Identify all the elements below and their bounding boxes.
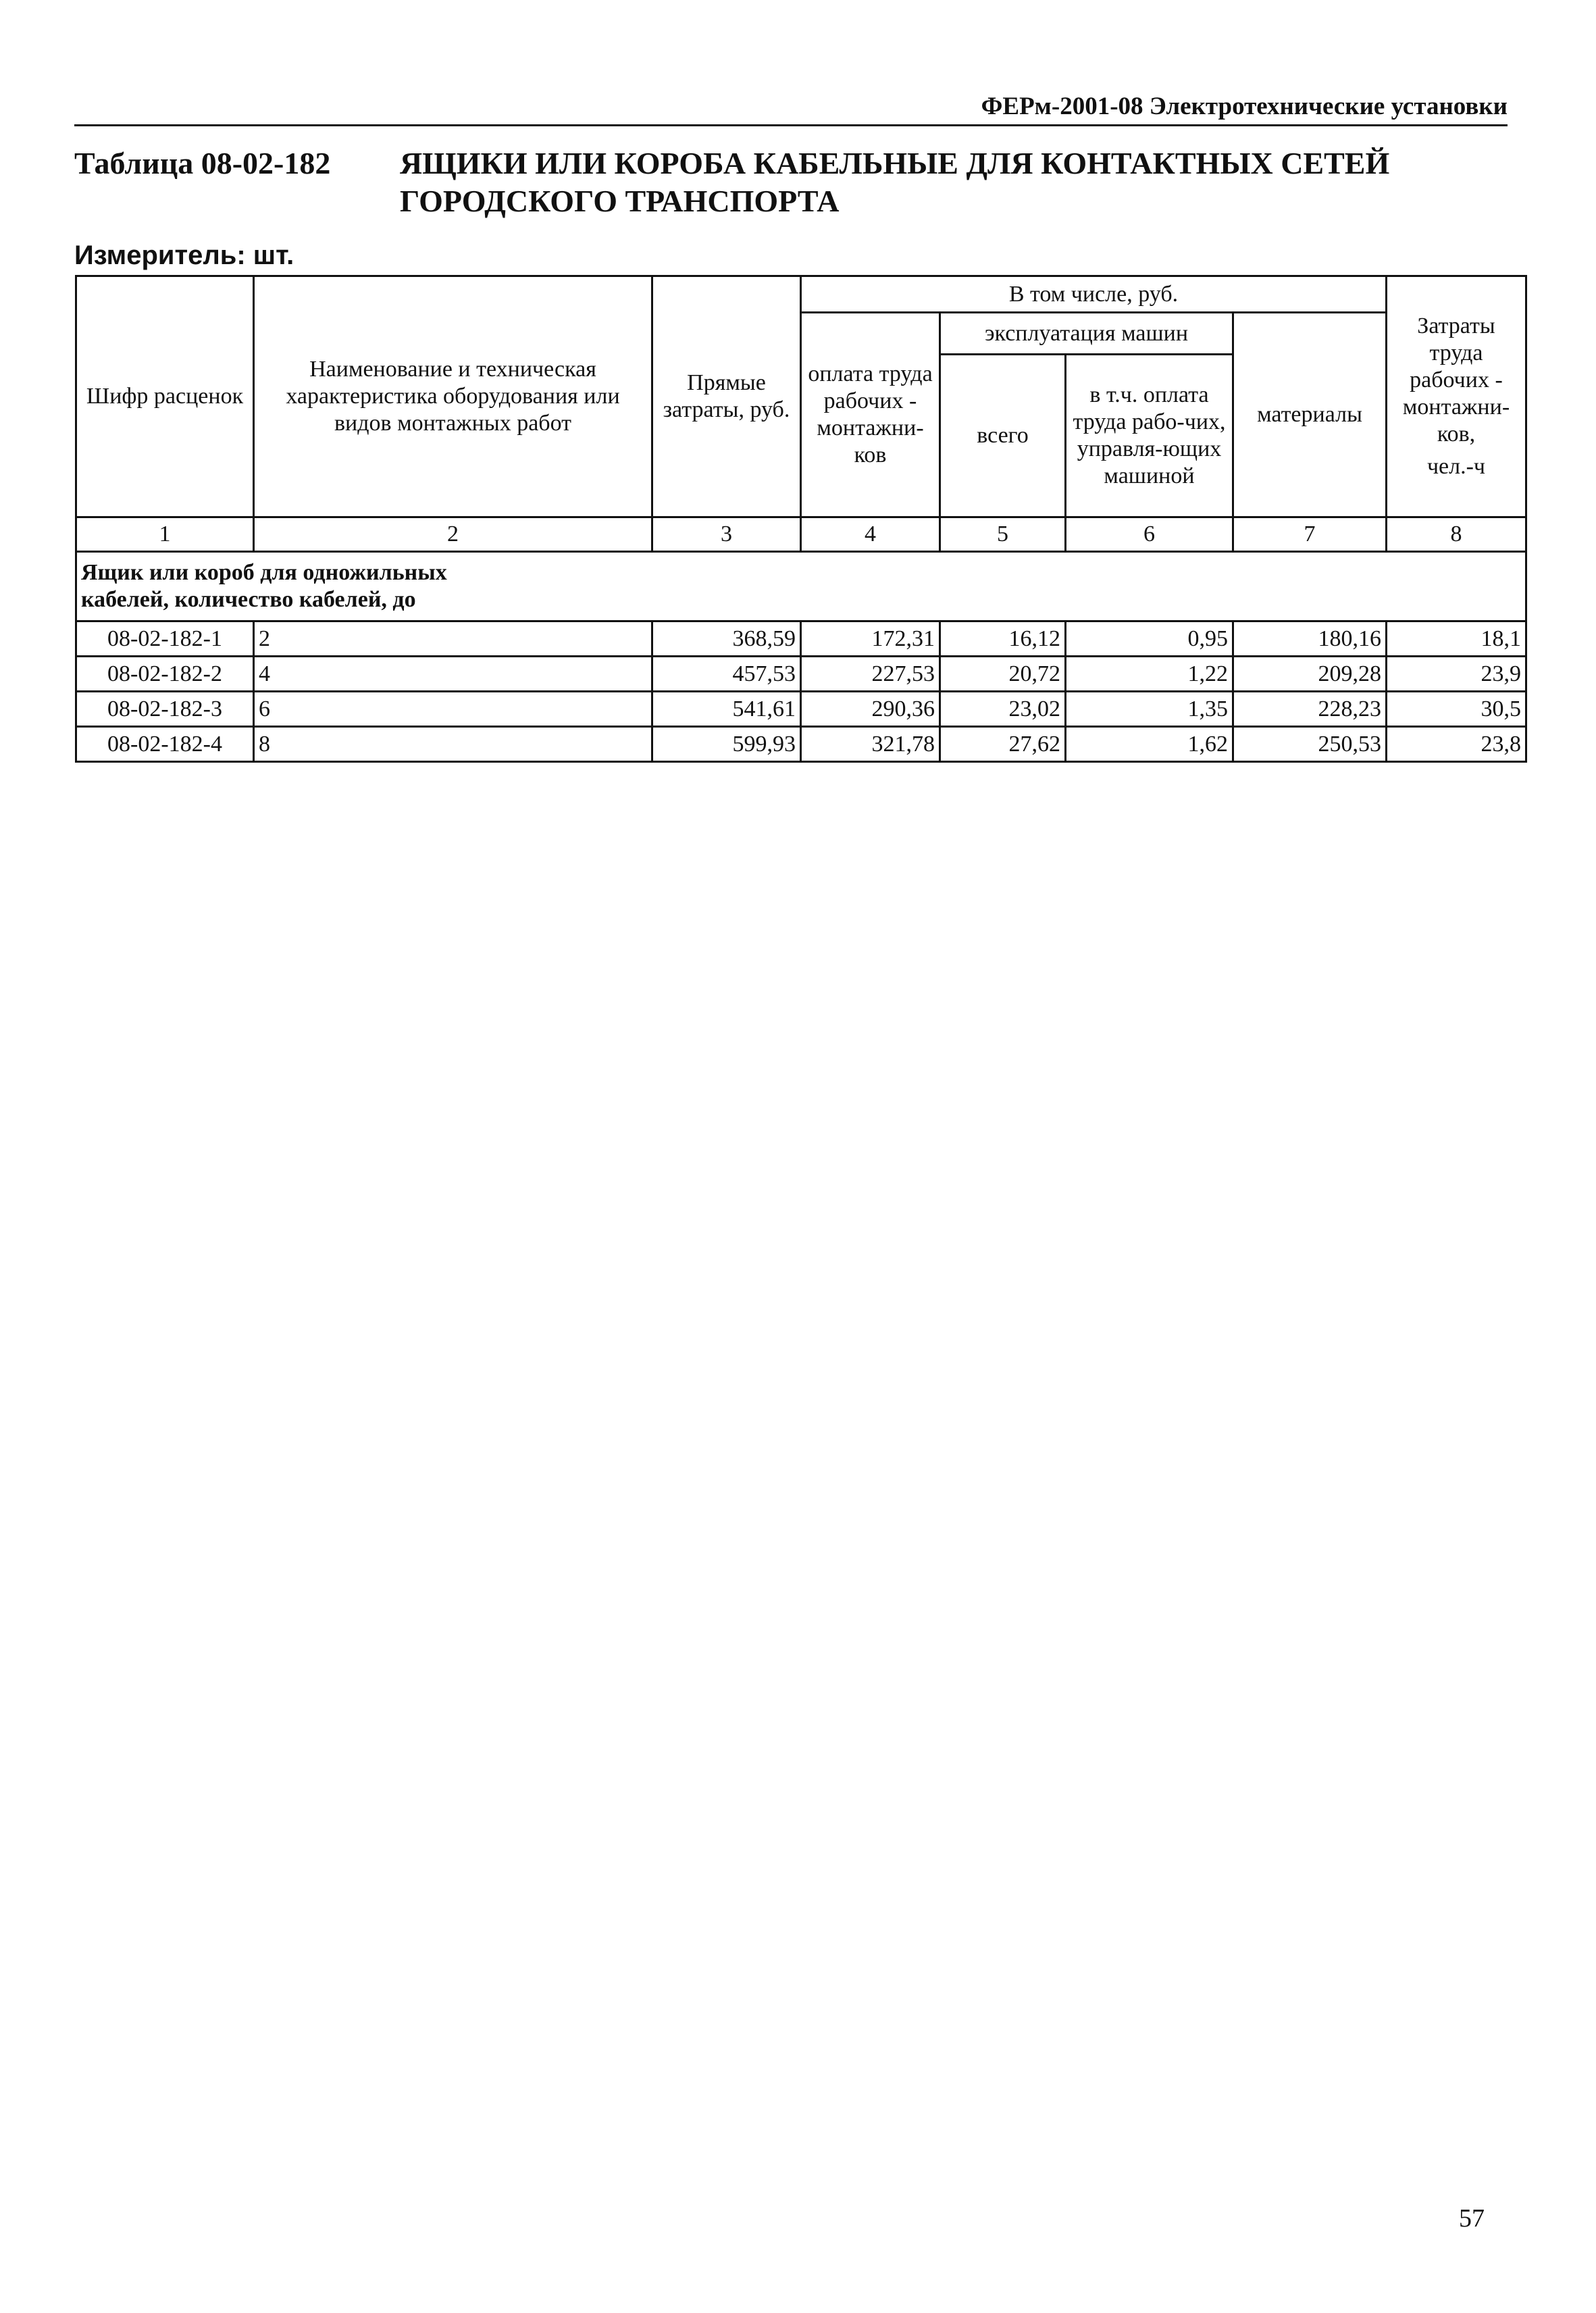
row-labor-pay: 172,31 [801,621,940,657]
header-labor-pay: оплата труда рабочих - монтажни-ков [801,313,940,517]
row-name: 6 [254,692,652,727]
row-machine-total: 27,62 [940,727,1066,762]
table-title: ЯЩИКИ ИЛИ КОРОБА КАБЕЛЬНЫЕ ДЛЯ КОНТАКТНЫХ СЕТЕЙ ГОРОДСКОГО ТРАНСПОРТА [400,146,1390,218]
row-code: 08-02-182-3 [76,692,254,727]
column-numbers-row [76,517,1526,552]
page-number: 57 [1459,2204,1485,2233]
group-title [76,552,1526,621]
table-row [76,727,1526,762]
column-number: 7 [1233,517,1387,552]
row-materials: 209,28 [1233,657,1387,692]
column-number: 4 [801,517,940,552]
row-labor-hours: 23,9 [1387,657,1526,692]
row-name: 4 [254,657,652,692]
header-name: Наименование и техническая характеристика оборудования или видов монтажных работ [254,276,652,517]
table-label: Таблица 08-02-182 [74,146,331,180]
row-materials: 228,23 [1233,692,1387,727]
row-labor-pay: 290,36 [801,692,940,727]
header-labor-cost-unit: чел.-ч [1426,454,1486,479]
row-name: 2 [254,621,652,657]
row-materials: 250,53 [1233,727,1387,762]
group-title-text: Ящик или короб для одножильных кабелей, количество кабелей, до [81,560,447,612]
row-code: 08-02-182-1 [76,621,254,657]
row-name: 8 [254,727,652,762]
table-row [76,692,1526,727]
column-number: 5 [940,517,1066,552]
header-materials: материалы [1233,313,1387,517]
row-machine-total: 20,72 [940,657,1066,692]
header-labor-cost-text: Затраты труда рабочих - монтажни-ков, [1402,313,1510,447]
row-materials: 180,16 [1233,621,1387,657]
row-machine-total: 23,02 [940,692,1066,727]
column-number: 2 [254,517,652,552]
row-machine-total: 16,12 [940,621,1066,657]
column-number: 1 [76,517,254,552]
unit-of-measure: Измеритель: шт. [74,240,294,270]
row-machine-labor: 1,35 [1066,692,1233,727]
header-code: Шифр расценок [76,276,254,517]
row-direct-costs: 599,93 [652,727,801,762]
header-including: В том числе, руб. [801,276,1387,313]
column-number: 6 [1066,517,1233,552]
column-number: 3 [652,517,801,552]
row-labor-hours: 23,8 [1387,727,1526,762]
row-labor-pay: 321,78 [801,727,940,762]
row-machine-labor: 1,62 [1066,727,1233,762]
header-labor-cost [1387,276,1526,517]
header-machine-labor: в т.ч. оплата труда рабо-чих, управля-ющих машиной [1066,355,1233,517]
row-direct-costs: 368,59 [652,621,801,657]
row-code: 08-02-182-4 [76,727,254,762]
table-row [76,621,1526,657]
row-labor-hours: 30,5 [1387,692,1526,727]
header-direct-costs: Прямые затраты, руб. [652,276,801,517]
row-labor-pay: 227,53 [801,657,940,692]
row-direct-costs: 541,61 [652,692,801,727]
row-machine-labor: 0,95 [1066,621,1233,657]
row-direct-costs: 457,53 [652,657,801,692]
row-machine-labor: 1,22 [1066,657,1233,692]
row-labor-hours: 18,1 [1387,621,1526,657]
row-code: 08-02-182-2 [76,657,254,692]
table-row [76,657,1526,692]
header-machine-total: всего [940,355,1066,517]
header-machine-ops: эксплуатация машин [940,313,1233,355]
running-header: ФЕРм-2001-08 Электротехнические установки [74,92,1508,126]
column-number: 8 [1387,517,1526,552]
group-row [76,552,1526,621]
rates-table [75,275,1527,763]
